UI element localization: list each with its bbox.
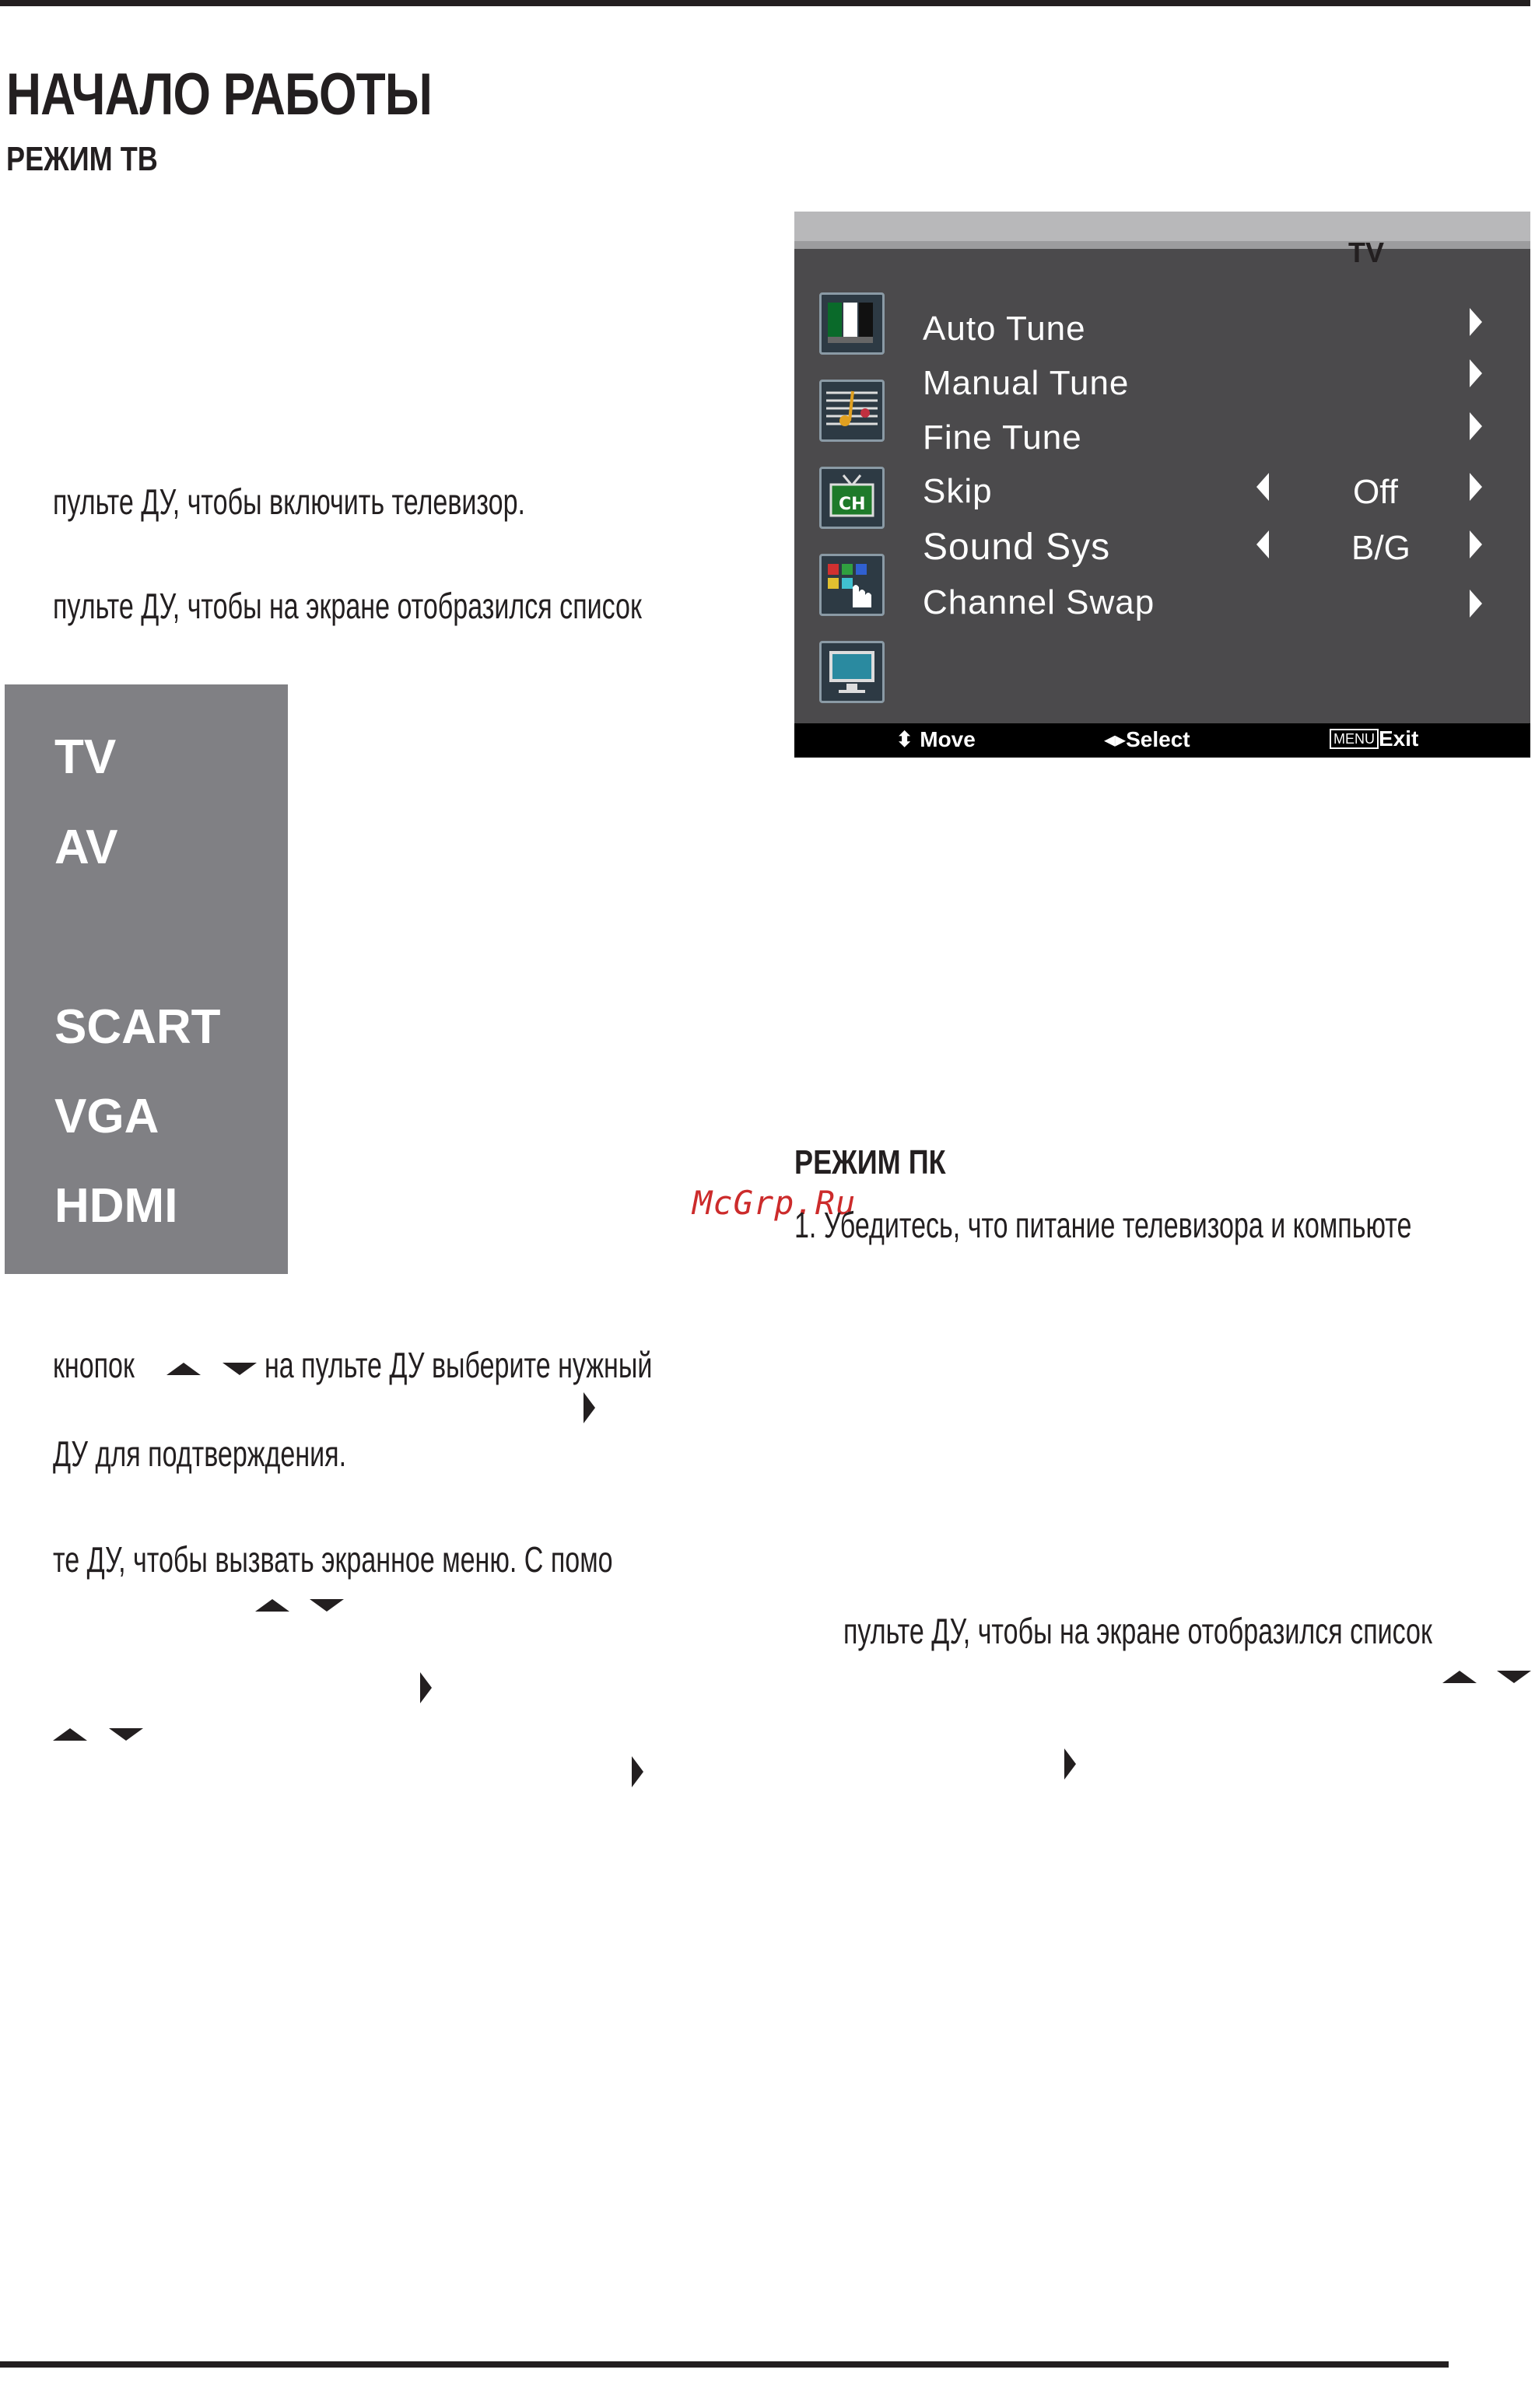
osd-header-bar: [794, 212, 1530, 241]
left-right-icon: ◂▸: [1104, 727, 1127, 751]
arrow-right-icon: [1470, 359, 1482, 387]
right-arrow-icon: [1064, 1748, 1076, 1780]
source-item-hdmi[interactable]: HDMI: [54, 1179, 178, 1233]
osd-item-fine-tune[interactable]: Fine Tune: [923, 418, 1082, 457]
osd-skip-value: Off: [1353, 473, 1398, 511]
text-select-source-b: на пульте ДУ выберите нужный: [265, 1345, 653, 1385]
osd-header-shade: [794, 241, 1530, 249]
source-item-tv[interactable]: TV: [54, 730, 117, 784]
right-arrow-icon: [420, 1672, 432, 1703]
text-power-on: пульте ДУ, чтобы включить телевизор.: [53, 481, 525, 522]
text-open-menu: те ДУ, чтобы вызвать экранное меню. С помо: [53, 1539, 613, 1580]
picture-icon[interactable]: [819, 292, 885, 355]
watermark: McGrp.Ru: [692, 1184, 857, 1222]
down-arrow-icon: [1497, 1671, 1531, 1683]
arrow-right-icon[interactable]: [1470, 530, 1482, 558]
text-pc-step-1: 1. Убедитесь, что питание телевизора и компьюте: [794, 1205, 1412, 1245]
osd-item-sound-sys[interactable]: Sound Sys: [923, 527, 1111, 568]
osd-title: TV: [1348, 236, 1385, 268]
move-label: Move: [920, 727, 976, 751]
source-item-av[interactable]: AV: [54, 821, 118, 874]
text-source-list: пульте ДУ, чтобы на экране отобразился список: [53, 586, 642, 626]
exit-label: Exit: [1379, 726, 1419, 751]
up-down-icon: ⬍: [895, 727, 914, 751]
svg-text:CH: CH: [839, 495, 866, 514]
top-rule: [0, 0, 1530, 6]
up-arrow-icon: [53, 1728, 87, 1741]
tv-osd-menu: [794, 212, 1530, 758]
select-label: Select: [1126, 727, 1190, 751]
text-confirm: ДУ для подтверждения.: [53, 1433, 347, 1474]
source-item-vga[interactable]: VGA: [54, 1090, 159, 1143]
arrow-right-icon: [1470, 308, 1482, 336]
down-arrow-icon: [223, 1363, 257, 1375]
screen-icon[interactable]: [819, 641, 885, 703]
arrow-left-icon[interactable]: [1256, 473, 1269, 501]
right-arrow-icon: [632, 1756, 643, 1787]
osd-item-skip[interactable]: Skip: [923, 472, 993, 510]
osd-item-channel-swap[interactable]: Channel Swap: [923, 583, 1155, 621]
sound-icon[interactable]: [819, 380, 885, 442]
arrow-right-icon: [1470, 412, 1482, 440]
osd-footer-move: [895, 726, 976, 752]
up-arrow-icon: [255, 1599, 289, 1612]
osd-sound-sys-value: B/G: [1351, 529, 1411, 567]
section-heading-pc: РЕЖИМ ПК: [794, 1143, 946, 1181]
right-arrow-icon: [584, 1392, 595, 1423]
osd-item-manual-tune[interactable]: Manual Tune: [923, 364, 1130, 402]
down-arrow-icon: [109, 1728, 143, 1741]
channel-icon[interactable]: [819, 467, 885, 529]
bottom-rule: [0, 2361, 1449, 2368]
osd-icon-sidebar: [794, 249, 903, 723]
menu-key-icon: MENU: [1330, 729, 1379, 749]
arrow-right-icon[interactable]: [1470, 473, 1482, 501]
osd-footer-exit: [1330, 726, 1418, 751]
osd-item-auto-tune[interactable]: Auto Tune: [923, 310, 1086, 348]
section-heading-tv: РЕЖИМ ТВ: [6, 140, 158, 178]
arrow-left-icon[interactable]: [1256, 530, 1269, 558]
down-arrow-icon: [310, 1599, 344, 1612]
osd-footer: [794, 723, 1530, 758]
page-title: НАЧАЛО РАБОТЫ: [6, 61, 433, 128]
source-item-scart[interactable]: SCART: [54, 1000, 221, 1054]
up-arrow-icon: [1442, 1671, 1477, 1683]
text-select-source-a: кнопок: [53, 1345, 135, 1385]
function-icon[interactable]: [819, 554, 885, 616]
arrow-right-icon: [1470, 590, 1482, 618]
text-pc-source-list: пульте ДУ, чтобы на экране отобразился список: [843, 1611, 1432, 1651]
osd-footer-select: [1104, 726, 1190, 752]
source-list-panel: [5, 684, 288, 1274]
up-arrow-icon: [166, 1363, 201, 1375]
